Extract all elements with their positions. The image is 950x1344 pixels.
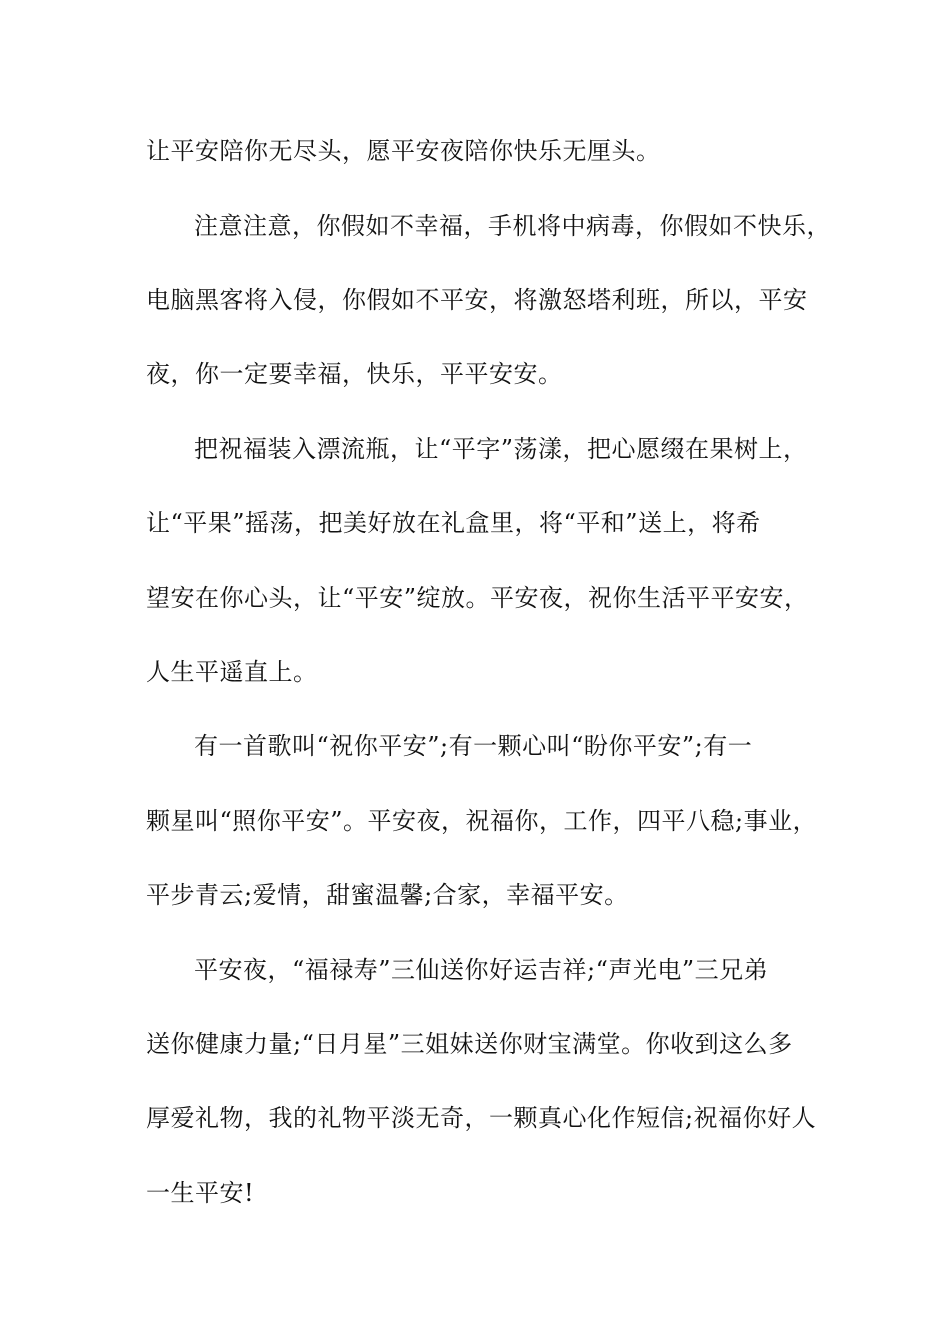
text-line: 一生平安! xyxy=(146,1179,255,1207)
text-line: 颗星叫“照你平安”。平安夜，祝福你，工作，四平八稳;事业， xyxy=(146,807,818,835)
text-line: 注意注意，你假如不幸福，手机将中病毒，你假如不快乐， xyxy=(194,212,831,240)
text-line: 厚爱礼物，我的礼物平淡无奇，一颗真心化作短信;祝福你好人 xyxy=(146,1104,817,1132)
text-line: 电脑黑客将入侵，你假如不平安，将激怒塔利班，所以，平安 xyxy=(146,286,808,314)
text-line: 有一首歌叫“祝你平安”;有一颗心叫“盼你平安”;有一 xyxy=(194,732,753,760)
text-line: 让平安陪你无尽头，愿平安夜陪你快乐无厘头。 xyxy=(146,137,661,165)
text-line: 平步青云;爱情，甜蜜温馨;合家，幸福平安。 xyxy=(146,881,629,909)
text-line: 夜，你一定要幸福，快乐，平平安安。 xyxy=(146,360,563,388)
text-line: 人生平遥直上。 xyxy=(146,658,318,686)
text-line: 平安夜，“福禄寿”三仙送你好运吉祥;“声光电”三兄弟 xyxy=(194,956,769,984)
text-line: 把祝福装入漂流瓶，让“平字”荡漾，把心愿缀在果树上， xyxy=(194,435,808,463)
text-line: 让“平果”摇荡，把美好放在礼盒里，将“平和”送上，将希 xyxy=(146,509,761,537)
text-line: 送你健康力量;“日月星”三姐妹送你财宝满堂。你收到这么多 xyxy=(146,1030,793,1058)
text-line: 望安在你心头，让“平安”绽放。平安夜，祝你生活平平安安， xyxy=(146,584,809,612)
